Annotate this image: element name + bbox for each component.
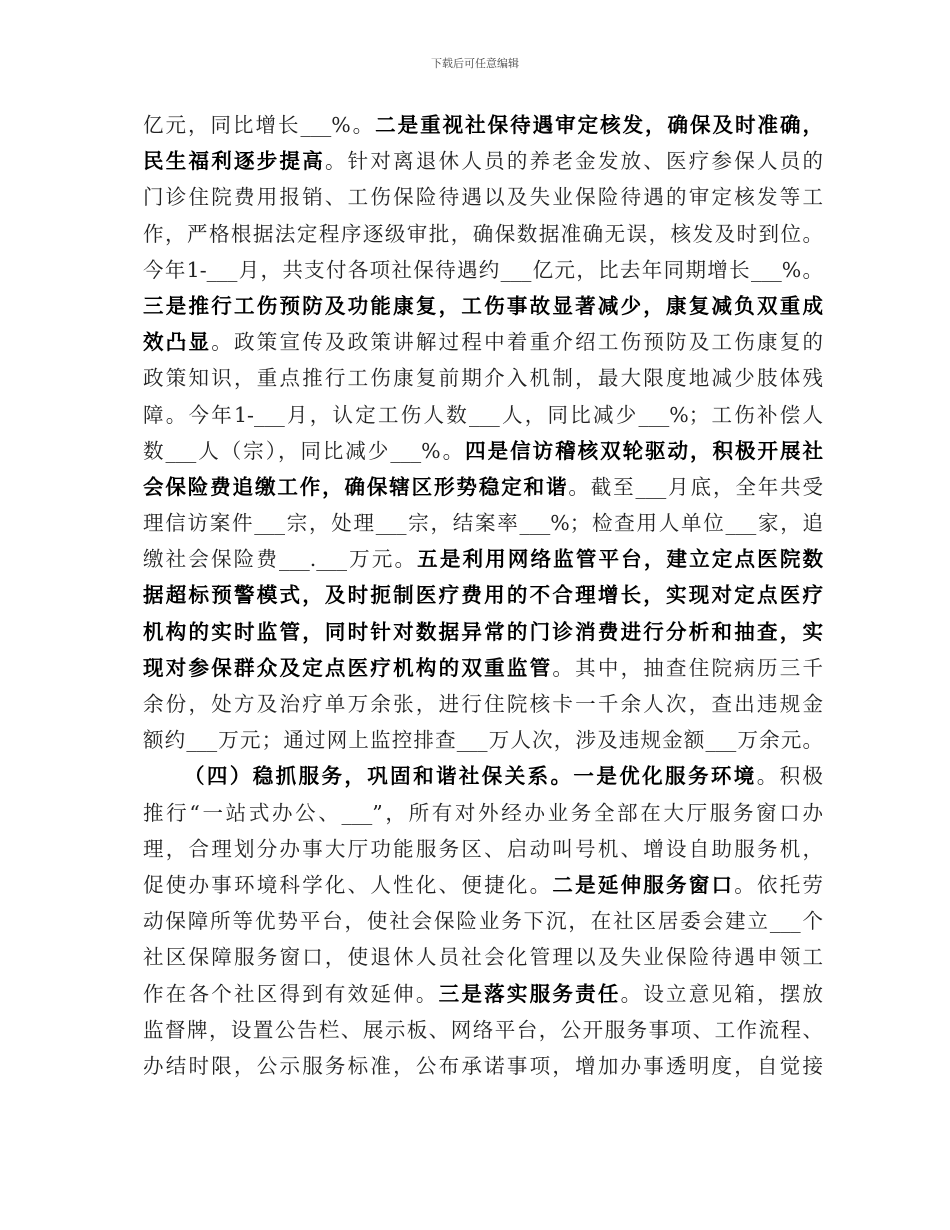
text-line xyxy=(143,324,823,360)
text-segment: 促使办事环境科学化、人性化、便捷化。 xyxy=(143,872,553,897)
text-segment: 今年1-___月，共支付各项社保待遇约___亿元，比去年同期增长___%。 xyxy=(143,257,823,282)
bold-text-segment: （四）稳抓服务，巩固和谐社保关系。一是优化服务环境 xyxy=(184,764,757,789)
text-line xyxy=(143,939,823,975)
bold-text-segment: 二是延伸服务窗口 xyxy=(552,872,735,897)
text-segment: 作在各个社区得到有效延伸。 xyxy=(143,981,439,1006)
text-segment: 。设立意见箱，摆放 xyxy=(620,981,824,1006)
text-segment: 社区保障服务窗口，使退休人员社会化管理以及失业保险待遇申领工 xyxy=(143,945,823,970)
text-line xyxy=(143,505,823,541)
text-segment: 门诊住院费用报销、工伤保险待遇以及失业保险待遇的审定核发等工 xyxy=(143,185,823,210)
bold-text-segment: 三是落实服务责任 xyxy=(438,981,621,1006)
text-segment: 。政策宣传及政策讲解过程中着重介绍工伤预防及工伤康复的 xyxy=(211,330,824,355)
text-line xyxy=(143,976,823,1012)
text-line xyxy=(143,795,823,831)
text-line xyxy=(143,107,823,143)
text-segment: 亿元，同比增长___%。 xyxy=(143,113,376,137)
text-line xyxy=(143,831,823,867)
bold-text-segment: 三是推行工伤预防及功能康复，工伤事故显著减少，康复减负双重成 xyxy=(143,293,823,318)
text-line xyxy=(143,179,823,215)
text-segment: 办结时限，公示服务标准，公布承诺事项，增加办事透明度，自觉接 xyxy=(143,1053,823,1078)
text-segment: 。其中，抽查住院病历三千 xyxy=(552,655,823,680)
text-segment: 作，严格根据法定程序逐级审批，确保数据准确无误，核发及时到位。 xyxy=(143,221,823,246)
bold-text-segment: 二是重视社保待遇审定核发，确保及时准确， xyxy=(375,113,823,137)
text-line xyxy=(143,541,823,577)
text-line xyxy=(143,867,823,903)
text-line xyxy=(143,216,823,252)
text-segment: 理，合理划分办事大厅功能服务区、启动叫号机、增设自助服务机， xyxy=(143,836,823,861)
bold-text-segment: 效凸显 xyxy=(143,330,212,355)
text-line xyxy=(143,469,823,505)
page-header: 下载后可任意编辑 xyxy=(431,57,519,70)
text-line xyxy=(143,722,823,758)
text-segment: 。积极 xyxy=(756,764,824,789)
text-line xyxy=(143,758,823,794)
text-segment: 。针对离退休人员的养老金发放、医疗参保人员的 xyxy=(324,149,824,174)
text-line xyxy=(143,903,823,939)
bold-text-segment: 民生福利逐步提高 xyxy=(143,149,325,174)
text-segment: 数___人（宗），同比减少___%。 xyxy=(143,438,466,463)
bold-text-segment: 会保险费追缴工作，确保辖区形势稳定和谐 xyxy=(143,474,569,499)
text-segment: 余份，处方及治疗单万余张，进行住院核卡一千余人次，查出违规金 xyxy=(143,692,823,716)
bold-text-segment: 五是利用网络监管平台，建立定点医院数 xyxy=(417,547,823,572)
bold-text-segment: 现对参保群众及定点医疗机构的双重监管 xyxy=(143,655,553,680)
text-line xyxy=(143,686,823,722)
text-line xyxy=(143,1048,823,1084)
text-segment: 动保障所等优势平台，使社会保险业务下沉，在社区居委会建立___个 xyxy=(143,909,823,934)
text-segment: 。依托劳 xyxy=(734,872,824,897)
text-line xyxy=(143,252,823,288)
text-segment: 政策知识，重点推行工伤康复前期介入机制，最大限度地减少肢体残 xyxy=(143,366,823,391)
text-line xyxy=(143,650,823,686)
text-segment: 理信访案件___宗，处理___宗，结案率___%；检查用人单位___家，追 xyxy=(143,511,823,536)
text-segment: 障。今年1-___月，认定工伤人数___人，同比减少___%；工伤补偿人 xyxy=(143,402,823,427)
bold-text-segment: 据超标预警模式，及时扼制医疗费用的不合理增长，实现对定点医疗 xyxy=(143,583,823,608)
text-line xyxy=(143,1012,823,1048)
text-line xyxy=(143,143,823,179)
bold-text-segment: 机构的实时监管，同时针对数据异常的门诊消费进行分析和抽查，实 xyxy=(143,619,823,644)
text-segment: 额约___万元；通过网上监控排查___万人次，涉及违规金额___万余元。 xyxy=(143,728,823,753)
text-line xyxy=(143,614,823,650)
text-line xyxy=(143,288,823,324)
text-segment: 缴社会保险费___.___万元。 xyxy=(143,547,418,572)
text-line xyxy=(143,397,823,433)
text-segment: 。截至___月底，全年共受 xyxy=(568,474,824,499)
bold-text-segment: 四是信访稽核双轮驱动，积极开展社 xyxy=(465,438,823,463)
text-line xyxy=(143,433,823,469)
text-segment: 推行“一站式办公、___”，所有对外经办业务全部在大厅服务窗口办 xyxy=(143,800,823,825)
text-line xyxy=(143,360,823,396)
text-segment: 监督牌，设置公告栏、展示板、网络平台，公开服务事项、工作流程、 xyxy=(143,1017,823,1042)
document-body xyxy=(143,107,823,1084)
text-line xyxy=(143,577,823,613)
